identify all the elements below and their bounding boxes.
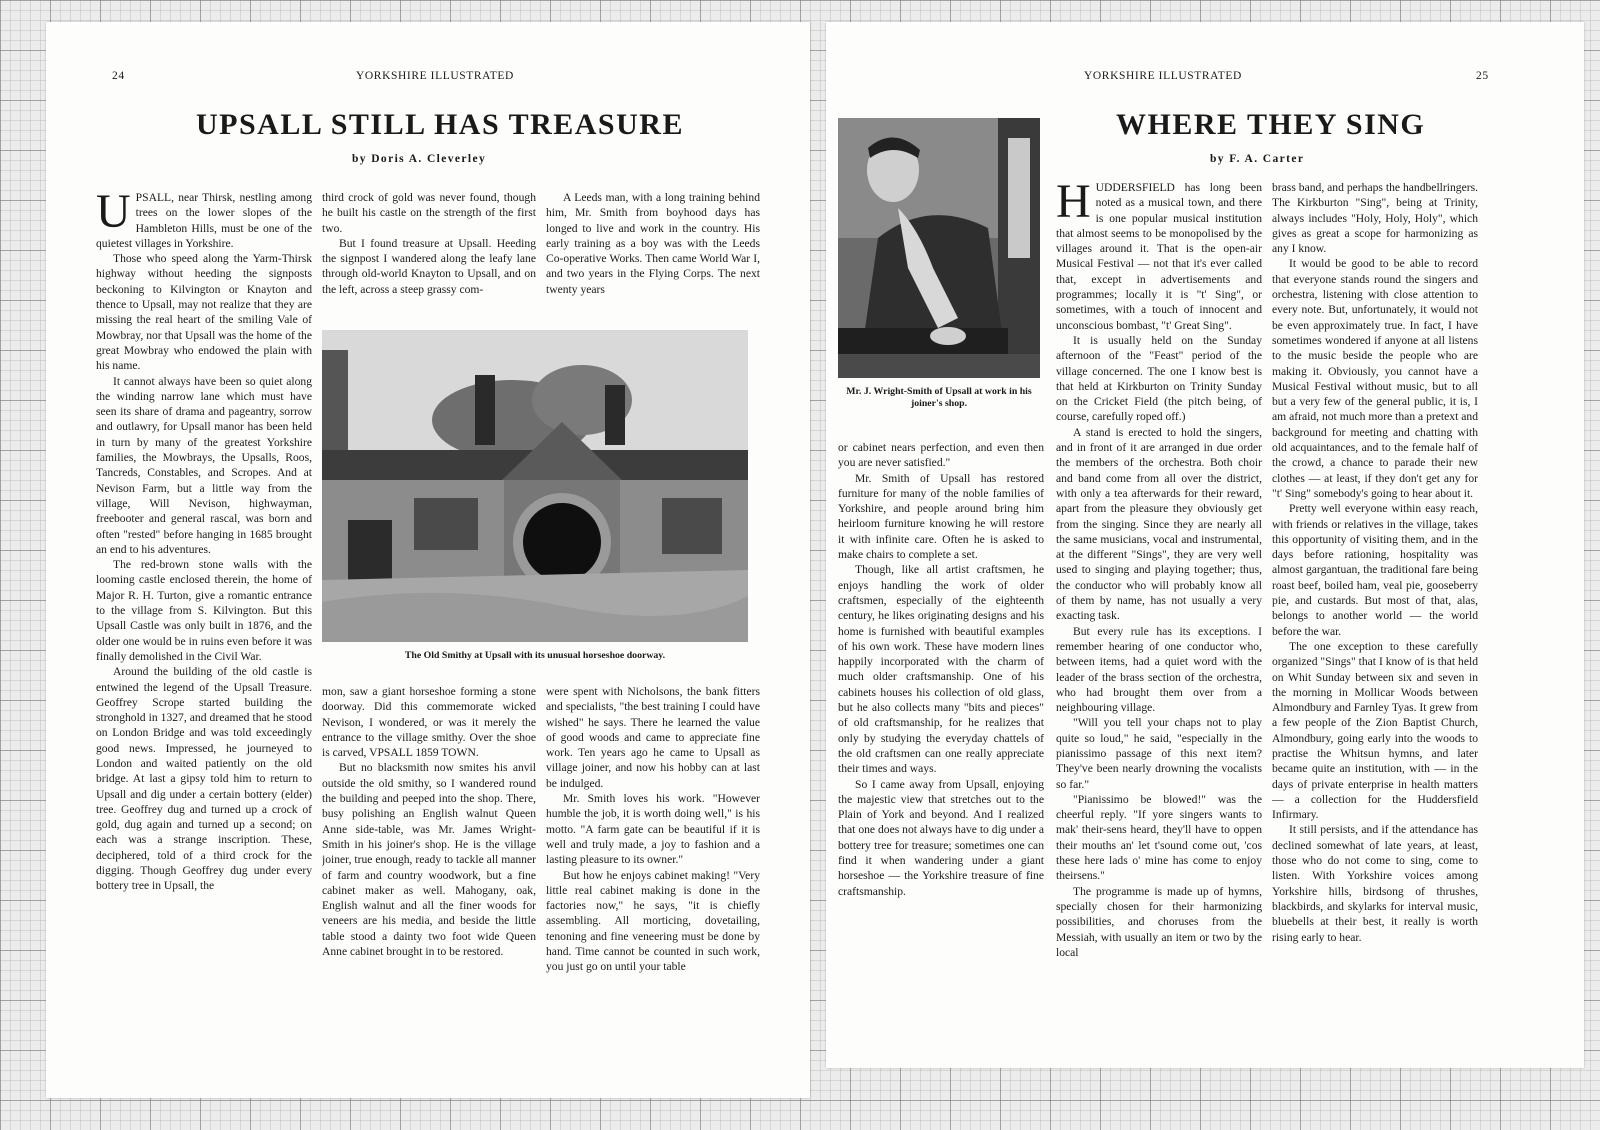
- paragraph: It is usually held on the Sunday afternoon of the "Feast" period of the village concerned. The one I know best is that held at Kirkburton on Trinity Sunday on the Cricket Field (the pitch being, of course, carefully roped off.): [1056, 333, 1262, 424]
- paragraph: The red-brown stone walls with the looming castle enclosed therein, the home of Major R. H. Turton, give a romantic entrance to the village from S. Kilvington. But this Upsall Castle was only built in 1876, and the older one would be in ruins even before it was finally demolished in the Civil War.: [96, 558, 312, 663]
- page-number: 24: [112, 70, 125, 82]
- paragraph: It still persists, and if the attendance has declined somewhat of late years, at least, those who do not come to sing, come to listen. With Yorkshire voices among Yorkshire hills, birdsong of thrushes, blackbirds, and skylarks for interval music, bluebells at their best, it really is worth rising early to hear.: [1272, 823, 1478, 944]
- paragraph: mon, saw a giant horseshoe forming a stone doorway. Did this commemorate wicked Nevison, I wondered, or was it merely the entrance to the village smithy. Over the shoe is carved, VPSALL 1859 TOWN.: [322, 685, 536, 760]
- byline: by Doris A. Cleverley: [352, 153, 487, 165]
- paragraph: A stand is erected to hold the singers, and in front of it are arranged in due order the members of the orchestra. Both choir and band come from all over the district, with only a tea afterwards for their reward, apart from the pleasure they obviously get from the singing. Since they are nearly all the same musicians, vocal and instrumental, at the different "Sings", they are very well used to singing and playing together; thus, the conductor who will probably know all of them by name, has not usually a very exacting task.: [1056, 425, 1262, 623]
- page-24: [46, 22, 810, 1098]
- right-column-2: [1056, 180, 1262, 980]
- paragraph: It would be good to be able to record that everyone stands round the singers and orchestra, listening with close attention to every note. But, unfortunately, it would not be even approximately true. In fact, I have sometimes wondered if anyone at all listens to the music beside the people who are making it. Obviously, you cannot have a Musical Festival without music, but to all but a very few of the general public, it is, I am afraid, not much more than a pretext and background for meeting and chatting with old acquaintances, and to the female half of the crowd, a chance to parade their new clothes — at least, if they don't get any for "t' Sing" somebody's going to hear about it.: [1272, 257, 1478, 500]
- paragraph: Mr. Smith loves his work. "However humble the job, it is worth doing well," is his motto. "A farm gate can be beautiful if it is well and truly made, a joy to fashion and a lasting pleasure to its owner.": [546, 792, 760, 867]
- paragraph: But I found treasure at Upsall. Heeding the signpost I wandered along the leafy lane through old-world Knayton to Upsall, and on the left, across a steep grassy com-: [322, 236, 536, 296]
- left-column-3-bottom: [546, 684, 760, 990]
- paragraph: Those who speed along the Yarm-Thirsk highway without heeding the signposts beckoning to Kilvington or Knayton and thence to Upsall, may not realize that they are missing the real heart of the smiling Vale of Mowbray, nor that Upsall was the home of the great Mowbray who endowed the plain with his name.: [96, 252, 312, 373]
- smithy-photo: [322, 330, 748, 642]
- photo-caption: Mr. J. Wright-Smith of Upsall at work in his joiner's shop.: [846, 386, 1032, 409]
- smithy-illustration: [322, 330, 748, 642]
- left-column-2-bottom: [322, 684, 536, 990]
- left-column-3-top: [546, 190, 760, 330]
- paragraph: or cabinet nears perfection, and even then you are never satisfied.": [838, 441, 1044, 470]
- left-column-2-top: [322, 190, 536, 330]
- paragraph: So I came away from Upsall, enjoying the majestic view that stretches out to the Plain of York and beyond. And I realized that one does not always have to dig under a bottery tree for treasure; sometimes one can find it when wandering under a giant horseshoe — the Yorkshire treasure of fine craftsmanship.: [838, 777, 1044, 898]
- drop-cap: H: [1056, 180, 1091, 228]
- paragraph: But no blacksmith now smites his anvil outside the old smithy, so I wandered round the building and peeped into the shop. There, busy polishing an English walnut Queen Anne side-table, was Mr. James Wright-Smith in his joiner's shop. He is the village joiner, true enough, ready to tackle all manner of farm and country woodwork, but a fine cabinet maker as well. Mahogany, oak, English walnut and all the finer woods for veneers are his media, and beside the little table stood a dainty two foot wide Queen Anne cabinet brought in to be restored.: [322, 761, 536, 959]
- article-title: WHERE THEY SING: [1116, 108, 1426, 141]
- paragraph: Mr. Smith of Upsall has restored furniture for many of the noble families of Yorkshire, and people around bring him heirloom furniture knowing he will restore it with infinite care. Often he is asked to make chairs to complete a set.: [838, 471, 1044, 562]
- paragraph: brass band, and perhaps the handbellringers. The Kirkburton "Sing", being at Trinity, always includes "Holy, Holy, Holy", which gives as great a scope for harmonizing as any I know.: [1272, 181, 1478, 256]
- paragraph: were spent with Nicholsons, the bank fitters and specialists, "the best training I could have wished" he says. There he learned the value of good woods and came to appreciate fine work. Ten years ago he came to Upsall as village joiner, and now his hobby can at last be indulged.: [546, 685, 760, 790]
- drop-cap: U: [96, 190, 131, 238]
- running-head: YORKSHIRE ILLUSTRATED: [356, 70, 514, 82]
- paragraph: The one exception to these carefully organized "Sings" that I know of is that held on Whit Sunday between six and seven in the morning in Mollicar Woods between Almondbury and Farnley Tyas. It grew from a few people of the Zion Baptist Church, Almondbury, going early into the woods to practise the Whitsun hymns, and later became quite an institution, with — in the days of private enterprise in health matters — a collection for the Huddersfield Infirmary.: [1272, 639, 1478, 822]
- photo-caption: The Old Smithy at Upsall with its unusual horseshoe doorway.: [404, 650, 666, 661]
- page-25: [826, 22, 1584, 1068]
- paragraph: But every rule has its exceptions. I remember hearing of one conductor who, between items, had a quiet word with the leader of the brass section of the orchestra, who had brought them over from a neighbouring village.: [1056, 624, 1262, 715]
- paragraph: "Pianissimo be blowed!" was the cheerful reply. "If yore singers wants to mak' their-sens heard, they'll have to oppen their mouths an' let t'sound come out, 'cos these here lads o' mine has come to enjoy theirsens.": [1056, 792, 1262, 883]
- paragraph: A Leeds man, with a long training behind him, Mr. Smith from boyhood days has longed to live and work in the country. His early training as a boy was with the Leeds Co-operative Works. Then came World War I, and two years in the Flying Corps. The next twenty years: [546, 191, 760, 296]
- paragraph: It cannot always have been so quiet along the winding narrow lane which must have seen its share of drama and pageantry, sorrow and outlawry, for Upsall manor has been held in turn by many of the greatest Yorkshire families, the Mowbrays, the Upsalls, Roos, Tancreds, Constables, and Scropes. And at Nevison Farm, but a little way from the village, Will Nevison, highwayman, freebooter and general rascal, was born and often "rested" before hanging in 1685 brought an end to his adventures.: [96, 374, 312, 556]
- paragraph: "Will you tell your chaps not to play quite so loud," he said, "especially in the pianissimo passage of this next item? They've been nearly drowning the vocalists so far.": [1056, 716, 1262, 791]
- byline: by F. A. Carter: [1210, 153, 1305, 165]
- paragraph: Around the building of the old castle is entwined the legend of the Upsall Treasure. Geoffrey Scrope started building the stronghold in 1327, and dreamed that he stood on London Bridge and was told exceedingly good news. Impressed, he journeyed to London and waited patiently on the old bridge. At last a gipsy told him to return to Upsall and dig under a certain bottery (elder) tree. Geoffrey dug and turned up a crock of gold, dug again and turned up a second; on each was a strange inscription. These, deciphered, told of a third crock for the digging. Though Geoffrey dug under every bottery tree in Upsall, the: [96, 665, 312, 893]
- paragraph: third crock of gold was never found, though he built his castle on the strength of the first two.: [322, 191, 536, 235]
- joiner-illustration: [838, 118, 1040, 378]
- left-column-1: [96, 190, 312, 990]
- right-column-3: [1272, 180, 1478, 980]
- paragraph: Pretty well everyone within easy reach, with friends or relatives in the village, takes this opportunity of visiting them, and in the days before rationing, hospitality was almost gargantuan, the traditional fare being roast beef, boiled ham, veal pie, gooseberry pie, and custards. But most of that, alas, belongs to another world — the world before the war.: [1272, 502, 1478, 638]
- joiner-photo: [838, 118, 1040, 378]
- paragraph: Though, like all artist craftsmen, he enjoys handling the work of older craftsmen, especially of the eighteenth century, he likes originating designs and his home is furnished with beautiful examples of his own work. These have modern lines happily incorporated with the charm of much older craftsmanship. One of his cabinets houses his collection of old glass, but he also collects many "bits and pieces" of old craftsmanship, for he realizes that only by studying the everyday chattels of the old craftsmen can one really appreciate their times and ways.: [838, 563, 1044, 776]
- article-title: UPSALL STILL HAS TREASURE: [196, 108, 684, 141]
- paragraph: But how he enjoys cabinet making! "Very little real cabinet making is done in the factories now," he says, "it is chiefly assembling. All morticing, dovetailing, tenoning and fine veneering must be done by hand. Time cannot be counted in such work, you just go on until your table: [546, 868, 760, 974]
- drop-tail: PSALL: [135, 191, 172, 204]
- paragraph: The programme is made up of hymns, specially chosen for their harmonizing possibilities, and choruses from the Messiah, with usually an item or two by the local: [1056, 884, 1262, 959]
- right-column-1: [838, 440, 1044, 980]
- page-number: 25: [1476, 70, 1489, 82]
- paragraph: HUDDERSFIELD has long been noted as a musical town, and there is one popular musical institution that almost seems to be monopolised by the villages around it. That is the open-air Musical Festival — not that it's ever called that, except in advertisements and programmes; locally it is "t' Sing", or sometimes, with a touch of innocent and unconscious bombast, "t' Great Sing".: [1056, 180, 1262, 332]
- paragraph: UPSALL, near Thirsk, nestling among trees on the lower slopes of the Hambleton Hills, must be one of the quietest villages in Yorkshire.: [96, 190, 312, 250]
- drop-tail: UDDERSFIELD: [1095, 181, 1175, 194]
- running-head: YORKSHIRE ILLUSTRATED: [1084, 70, 1242, 82]
